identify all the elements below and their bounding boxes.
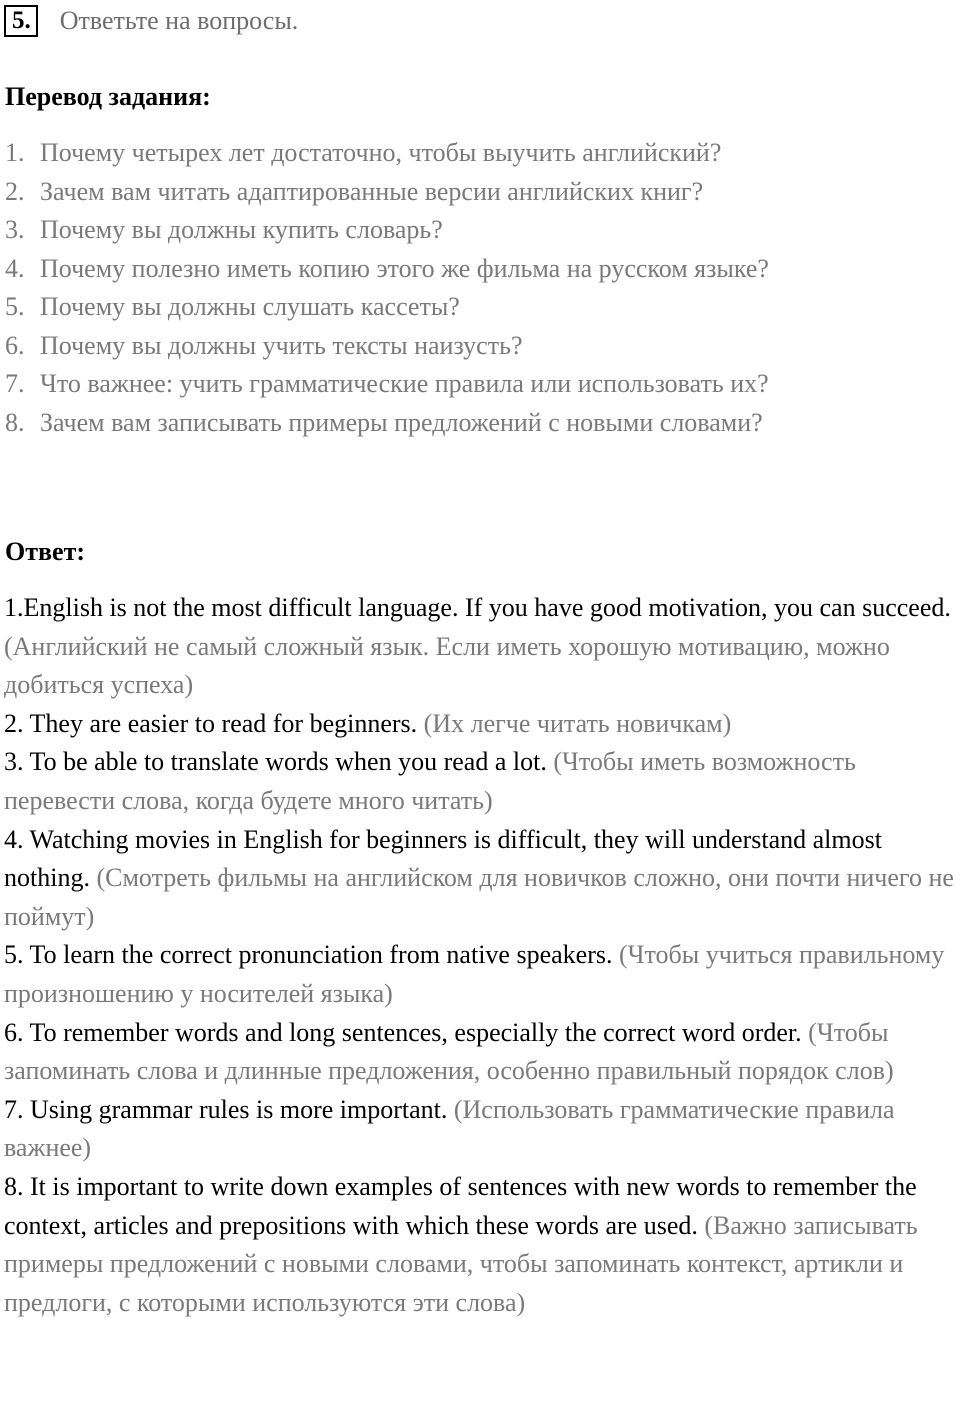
question-text: Что важнее: учить грамматические правила или использовать их?	[40, 369, 769, 398]
answer-english: 2. They are easier to read for beginners.	[4, 708, 418, 738]
question-item	[5, 365, 769, 404]
answer-item	[4, 1091, 960, 1168]
question-item	[5, 134, 769, 173]
answer-item	[4, 589, 960, 705]
question-item	[5, 404, 769, 443]
answer-item	[4, 1168, 960, 1322]
question-list	[5, 134, 769, 442]
task-instruction: Ответьте на вопросы.	[59, 6, 299, 35]
question-number: 6.	[5, 330, 25, 360]
question-number: 5.	[5, 292, 25, 321]
answer-list	[4, 589, 960, 1322]
answer-item	[4, 821, 960, 937]
answer-english: 5. To learn the correct pronunciation from native speakers.	[4, 940, 613, 970]
task-header	[4, 4, 298, 38]
answer-russian: (Важно записывать примеры предложений с новыми словами, чтобы запоминать контекст, артикли и предлоги, с которыми используются эти слова)	[4, 1210, 918, 1317]
answer-russian: (Использовать грамматические правила важнее)	[4, 1094, 895, 1163]
answer-russian: (Чтобы запоминать слова и длинные предложения, особенно правильный порядок слов)	[4, 1017, 894, 1086]
question-item	[5, 327, 769, 366]
answer-english: 3. To be able to translate words when you read a lot.	[4, 747, 547, 777]
question-number: 3.	[5, 215, 25, 244]
answer-item	[4, 936, 960, 1013]
question-text: Почему вы должны учить тексты наизусть?	[40, 330, 523, 360]
answer-russian: (Смотреть фильмы на английском для новичков сложно, они почти ничего не поймут)	[4, 863, 954, 931]
answer-russian: (Их легче читать новичкам)	[423, 708, 732, 738]
answer-english: 8. It is important to write down examples of sentences with new words to remember the context, articles and prepositions with which these words are used.	[4, 1171, 917, 1240]
question-text: Почему полезно иметь копию этого же фильма на русском языке?	[40, 253, 769, 283]
answer-title: Ответ:	[5, 537, 86, 566]
question-text: Почему четырех лет достаточно, чтобы выучить английский?	[40, 138, 722, 167]
question-text: Почему вы должны купить словарь?	[40, 215, 443, 244]
question-text: Почему вы должны слушать кассеты?	[40, 292, 460, 321]
answer-russian: (Чтобы иметь возможность перевести слова, когда будете много читать)	[4, 747, 856, 815]
question-item	[5, 211, 769, 250]
answer-russian: (Английский не самый сложный язык. Если иметь хорошую мотивацию, можно добиться успеха)	[4, 631, 890, 700]
answer-item	[4, 1014, 960, 1091]
question-item	[5, 250, 769, 289]
answer-english: 4. Watching movies in English for beginners is difficult, they will understand almost nothing.	[4, 824, 882, 893]
question-text: Зачем вам читать адаптированные версии английских книг?	[40, 176, 704, 206]
answer-english: 6. To remember words and long sentences, especially the correct word order.	[4, 1017, 802, 1047]
question-text: Зачем вам записывать примеры предложений с новыми словами?	[40, 407, 763, 437]
question-number: 4.	[5, 253, 25, 283]
answer-english: 1.English is not the most difficult language. If you have good motivation, you can succeed.	[4, 593, 951, 622]
task-number-badge: 5.	[4, 5, 38, 37]
translation-title: Перевод задания:	[5, 82, 211, 111]
answer-russian: (Чтобы учиться правильному произношению у носителей языка)	[4, 940, 945, 1008]
question-number: 1.	[5, 138, 25, 167]
question-number: 2.	[5, 176, 25, 206]
question-item	[5, 288, 769, 327]
question-item	[5, 173, 769, 212]
question-number: 7.	[5, 369, 25, 398]
answer-item	[4, 743, 960, 820]
question-number: 8.	[5, 407, 25, 437]
answer-item	[4, 705, 960, 744]
answer-english: 7. Using grammar rules is more important.	[4, 1094, 448, 1124]
